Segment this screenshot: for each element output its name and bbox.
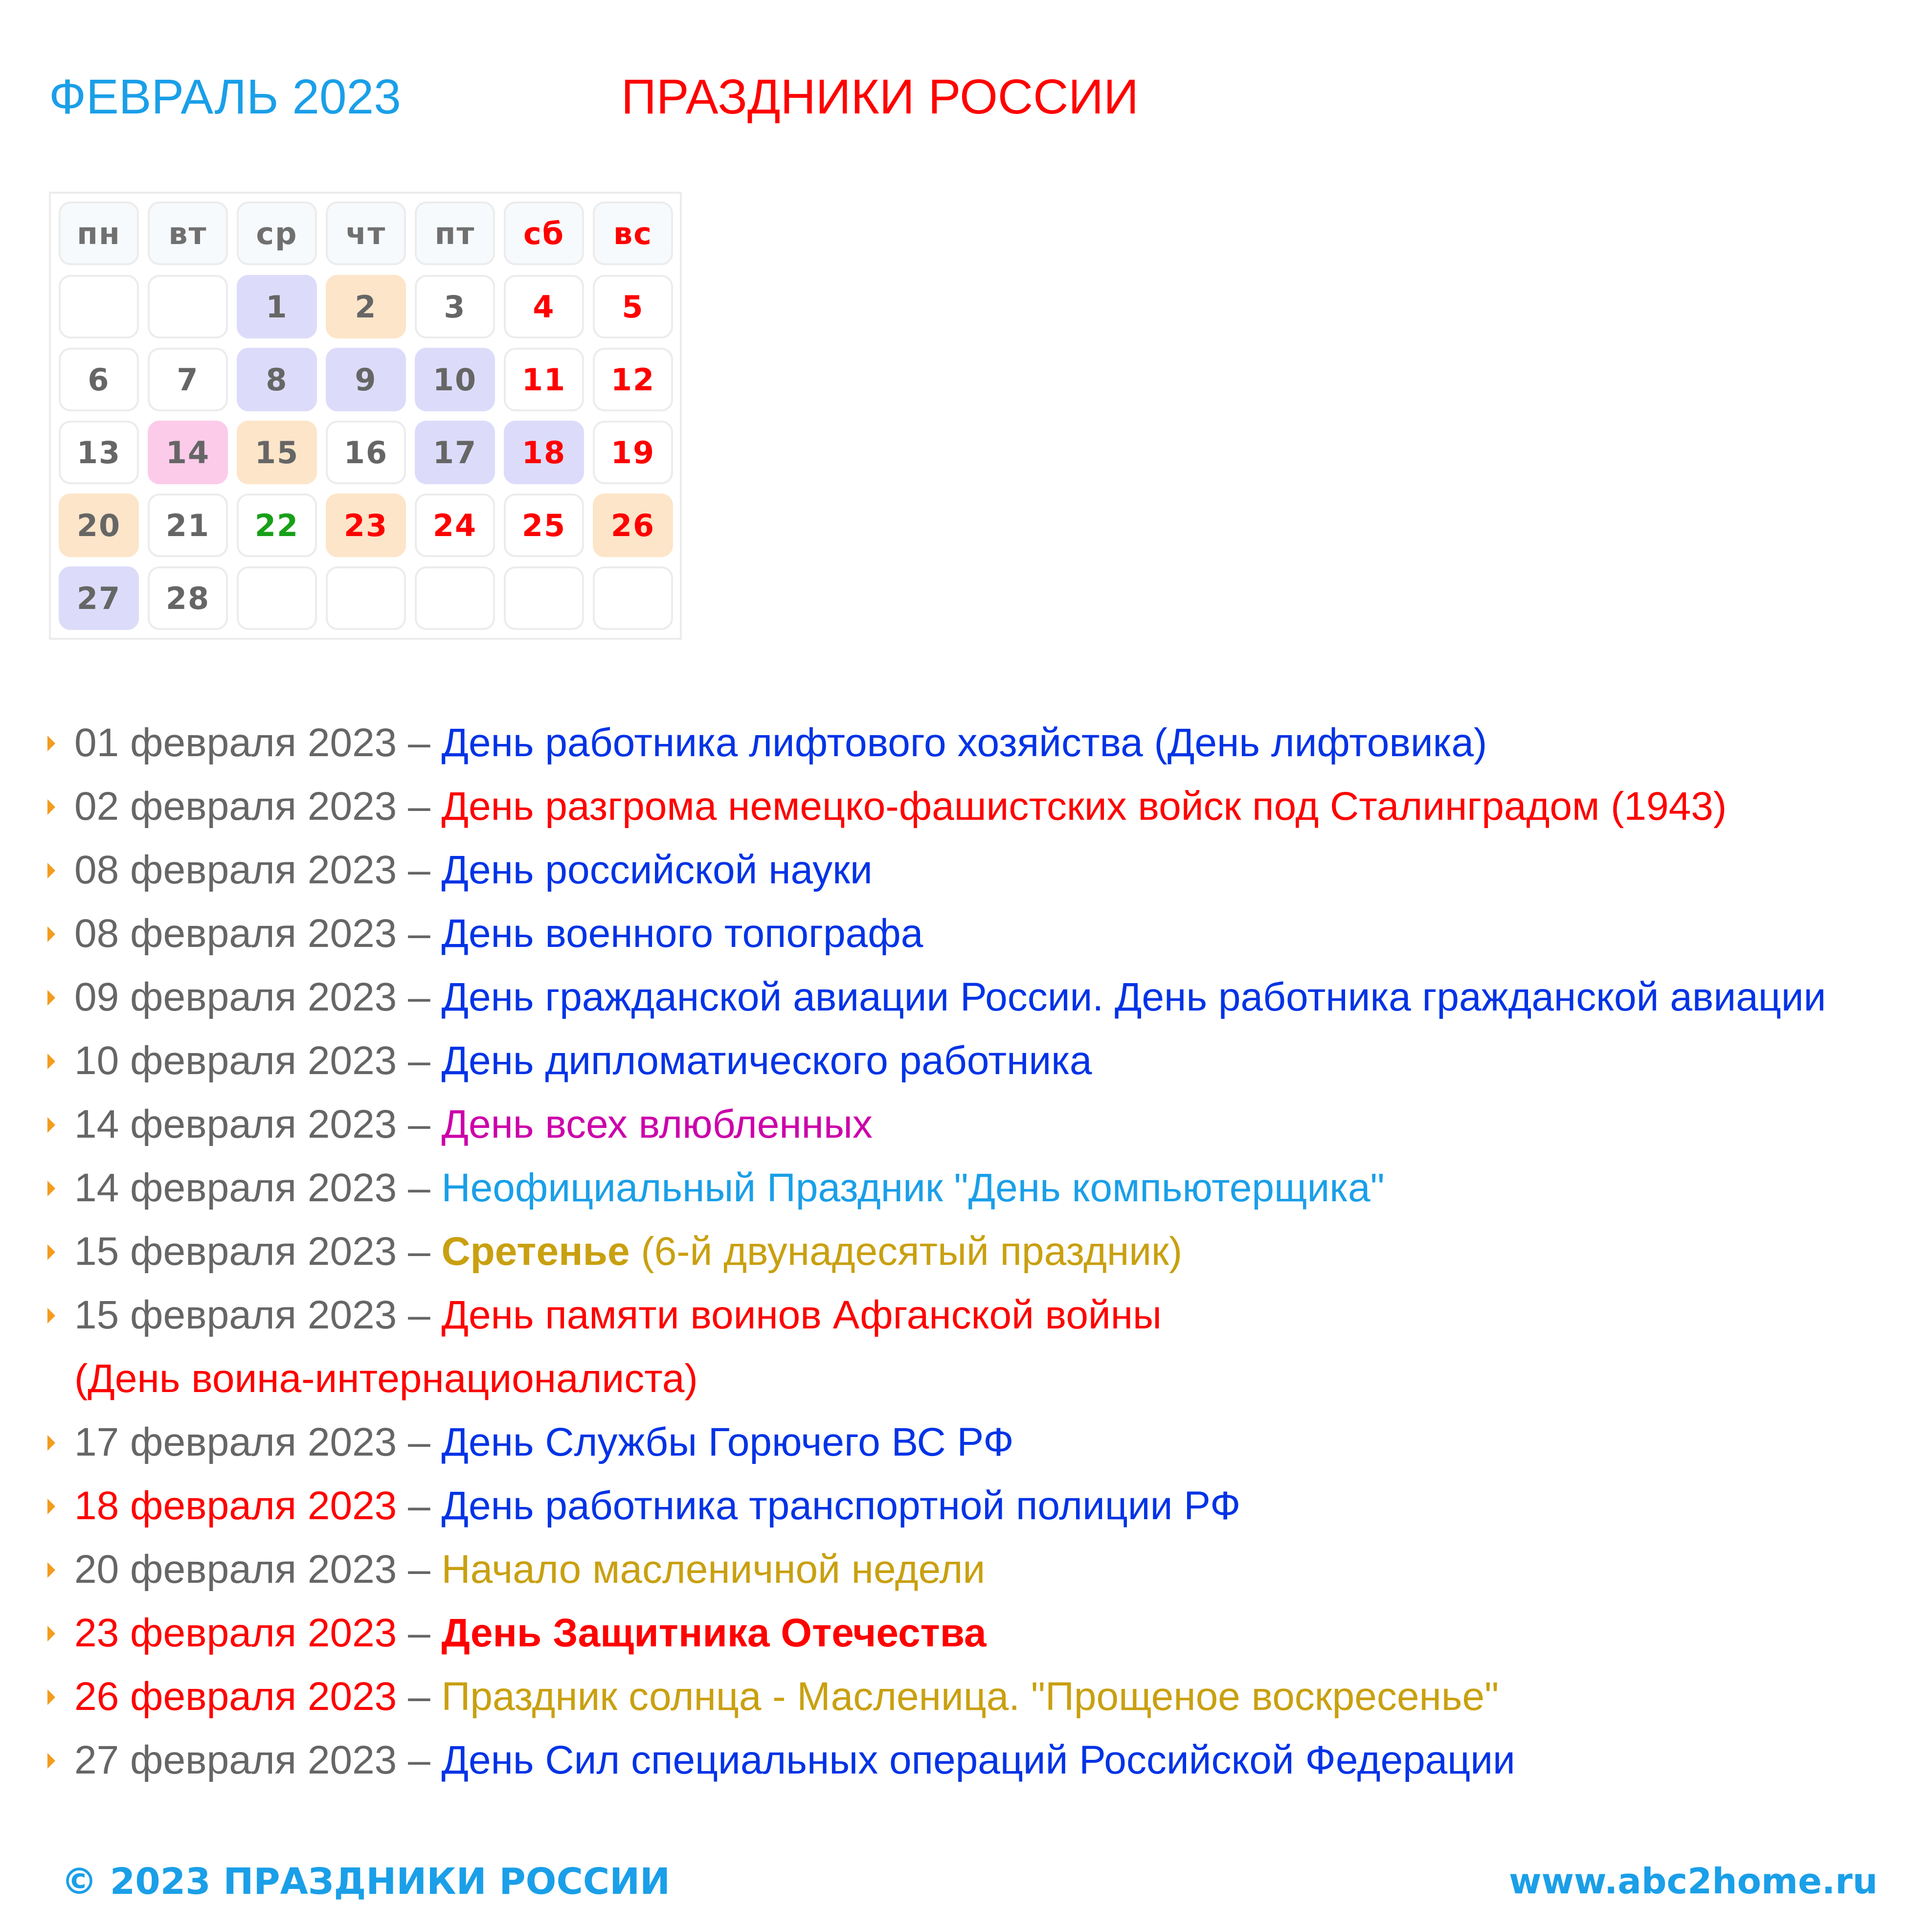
holiday-item: 10 февраля 2023 – День дипломатического работника <box>74 1041 1092 1081</box>
bullet-arrow-icon <box>47 1689 55 1705</box>
holiday-item: 23 февраля 2023 – День Защитника Отечества <box>74 1613 987 1653</box>
holiday-name: День работника лифтового хозяйства (День лифтовика) <box>441 720 1487 765</box>
month-title: ФЕВРАЛЬ 2023 <box>49 69 401 124</box>
holiday-date: 15 февраля 2023 <box>74 1293 397 1337</box>
weekday-header: сб <box>504 202 584 265</box>
calendar-day: 16 <box>326 421 406 484</box>
holiday-name: День работника транспортной полиции РФ <box>441 1483 1241 1528</box>
bullet-arrow-icon <box>47 1308 55 1324</box>
holiday-name: Начало масленичной недели <box>441 1547 986 1592</box>
calendar-day: 3 <box>415 275 495 338</box>
calendar-day: 24 <box>415 494 495 557</box>
calendar-day: 20 <box>59 494 139 557</box>
calendar-day: 4 <box>504 275 584 338</box>
calendar-day: 1 <box>237 275 317 338</box>
holiday-item: 09 февраля 2023 – День гражданской авиации России. День работника гражданской авиации <box>74 977 1826 1017</box>
calendar-day: 25 <box>504 494 584 557</box>
holiday-name: День разгрома немецко-фашистских войск под Сталинградом (1943) <box>441 784 1727 829</box>
calendar-day: 22 <box>237 494 317 557</box>
holiday-date: 15 февраля 2023 <box>74 1229 397 1274</box>
calendar-day: 19 <box>593 421 673 484</box>
calendar-day-empty <box>237 566 317 630</box>
holiday-item: 20 февраля 2023 – Начало масленичной недели <box>74 1550 985 1590</box>
bullet-arrow-icon <box>47 863 55 878</box>
calendar-day: 12 <box>593 348 673 411</box>
holiday-date: 14 февраля 2023 <box>74 1102 397 1146</box>
holiday-date: 27 февраля 2023 <box>74 1738 397 1782</box>
calendar-day-empty <box>148 275 228 338</box>
holiday-item: 01 февраля 2023 – День работника лифтового хозяйства (День лифтовика) <box>74 723 1487 763</box>
bullet-arrow-icon <box>47 1054 55 1069</box>
holiday-date: 14 февраля 2023 <box>74 1166 397 1210</box>
holiday-date: 02 февраля 2023 <box>74 784 397 829</box>
holiday-date: 08 февраля 2023 <box>74 848 397 892</box>
holiday-name: День гражданской авиации России. День работника гражданской авиации <box>441 975 1826 1019</box>
holiday-item: 08 февраля 2023 – День российской науки <box>74 850 873 890</box>
bullet-arrow-icon <box>47 1117 55 1133</box>
calendar-day: 21 <box>148 494 228 557</box>
holiday-date: 01 февраля 2023 <box>74 720 397 765</box>
holiday-name: День памяти воинов Афганской войны <box>441 1293 1162 1337</box>
calendar-day: 11 <box>504 348 584 411</box>
calendar-day: 18 <box>504 421 584 484</box>
holiday-item: 18 февраля 2023 – День работника транспортной полиции РФ <box>74 1486 1240 1526</box>
holiday-name: День Службы Горючего ВС РФ <box>441 1420 1014 1464</box>
calendar-day: 23 <box>326 494 406 557</box>
weekday-header: чт <box>326 202 406 265</box>
holiday-name: День российской науки <box>441 848 873 892</box>
holiday-date: 26 февраля 2023 <box>74 1674 397 1719</box>
holiday-name: День Защитника Отечества <box>441 1611 987 1655</box>
calendar-day: 7 <box>148 348 228 411</box>
holiday-item: 02 февраля 2023 – День разгрома немецко-фашистских войск под Сталинградом (1943) <box>74 786 1727 827</box>
calendar-day-empty <box>415 566 495 630</box>
weekday-header: пн <box>59 202 139 265</box>
calendar-day: 10 <box>415 348 495 411</box>
calendar-day: 28 <box>148 566 228 630</box>
calendar-day: 6 <box>59 348 139 411</box>
holiday-name: Праздник солнца - Масленица. "Прощеное воскресенье" <box>441 1674 1499 1719</box>
calendar-day-empty <box>59 275 139 338</box>
holiday-item: 26 февраля 2023 – Праздник солнца - Масленица. "Прощеное воскресенье" <box>74 1677 1499 1717</box>
holiday-date: 23 февраля 2023 <box>74 1611 397 1655</box>
bullet-arrow-icon <box>47 926 55 942</box>
bullet-arrow-icon <box>47 799 55 815</box>
calendar-day: 5 <box>593 275 673 338</box>
holiday-item: 14 февраля 2023 – День всех влюбленных <box>74 1104 873 1145</box>
calendar-day-empty <box>326 566 406 630</box>
holiday-note: (6-й двунадесятый праздник) <box>629 1229 1183 1274</box>
page-title: ПРАЗДНИКИ РОССИИ <box>621 69 1139 124</box>
footer-website-link[interactable]: www.abc2home.ru <box>1509 1861 1878 1902</box>
holiday-item: 15 февраля 2023 – День памяти воинов Афганской войны <box>74 1295 1162 1335</box>
calendar-day: 17 <box>415 421 495 484</box>
holiday-name: День всех влюбленных <box>441 1102 873 1146</box>
bullet-arrow-icon <box>47 1181 55 1196</box>
holiday-name-continuation: (День воина-интернационалиста) <box>74 1356 698 1401</box>
holiday-item: 14 февраля 2023 – Неофициальный Праздник "День компьютерщика" <box>74 1168 1385 1208</box>
holiday-name: День военного топографа <box>441 911 923 956</box>
holiday-name: День Сил специальных операций Российской Федерации <box>441 1738 1515 1782</box>
calendar-day: 14 <box>148 421 228 484</box>
weekday-header: пт <box>415 202 495 265</box>
holiday-date: 09 февраля 2023 <box>74 975 397 1019</box>
bullet-arrow-icon <box>47 1244 55 1260</box>
bullet-arrow-icon <box>47 736 55 751</box>
calendar-day: 9 <box>326 348 406 411</box>
holiday-item: 08 февраля 2023 – День военного топографа <box>74 914 923 954</box>
holiday-item: 17 февраля 2023 – День Службы Горючего ВС РФ <box>74 1422 1014 1462</box>
calendar-day: 27 <box>59 566 139 630</box>
bullet-arrow-icon <box>47 1499 55 1514</box>
holiday-name: Неофициальный Праздник "День компьютерщика" <box>441 1166 1385 1210</box>
calendar-day: 2 <box>326 275 406 338</box>
weekday-header: вт <box>148 202 228 265</box>
calendar-day-empty <box>504 566 584 630</box>
holiday-date: 17 февраля 2023 <box>74 1420 397 1464</box>
holiday-date: 20 февраля 2023 <box>74 1547 397 1592</box>
holiday-name: Сретенье <box>441 1229 630 1274</box>
calendar-day: 15 <box>237 421 317 484</box>
footer-copyright: © 2023 ПРАЗДНИКИ РОССИИ <box>61 1861 671 1903</box>
bullet-arrow-icon <box>47 1626 55 1641</box>
bullet-arrow-icon <box>47 990 55 1006</box>
calendar-day: 13 <box>59 421 139 484</box>
holiday-date: 08 февраля 2023 <box>74 911 397 956</box>
holiday-date: 18 февраля 2023 <box>74 1483 397 1528</box>
calendar-day-empty <box>593 566 673 630</box>
bullet-arrow-icon <box>47 1753 55 1769</box>
bullet-arrow-icon <box>47 1562 55 1578</box>
holiday-date: 10 февраля 2023 <box>74 1038 397 1083</box>
holiday-name: День дипломатического работника <box>441 1038 1092 1083</box>
calendar-grid <box>49 192 682 640</box>
bullet-arrow-icon <box>47 1435 55 1451</box>
weekday-header: ср <box>237 202 317 265</box>
weekday-header: вс <box>593 202 673 265</box>
holiday-item: 15 февраля 2023 – Сретенье (6-й двунадесятый праздник) <box>74 1232 1182 1272</box>
calendar-day: 8 <box>237 348 317 411</box>
holiday-item: 27 февраля 2023 – День Сил специальных операций Российской Федерации <box>74 1740 1515 1780</box>
calendar-day: 26 <box>593 494 673 557</box>
